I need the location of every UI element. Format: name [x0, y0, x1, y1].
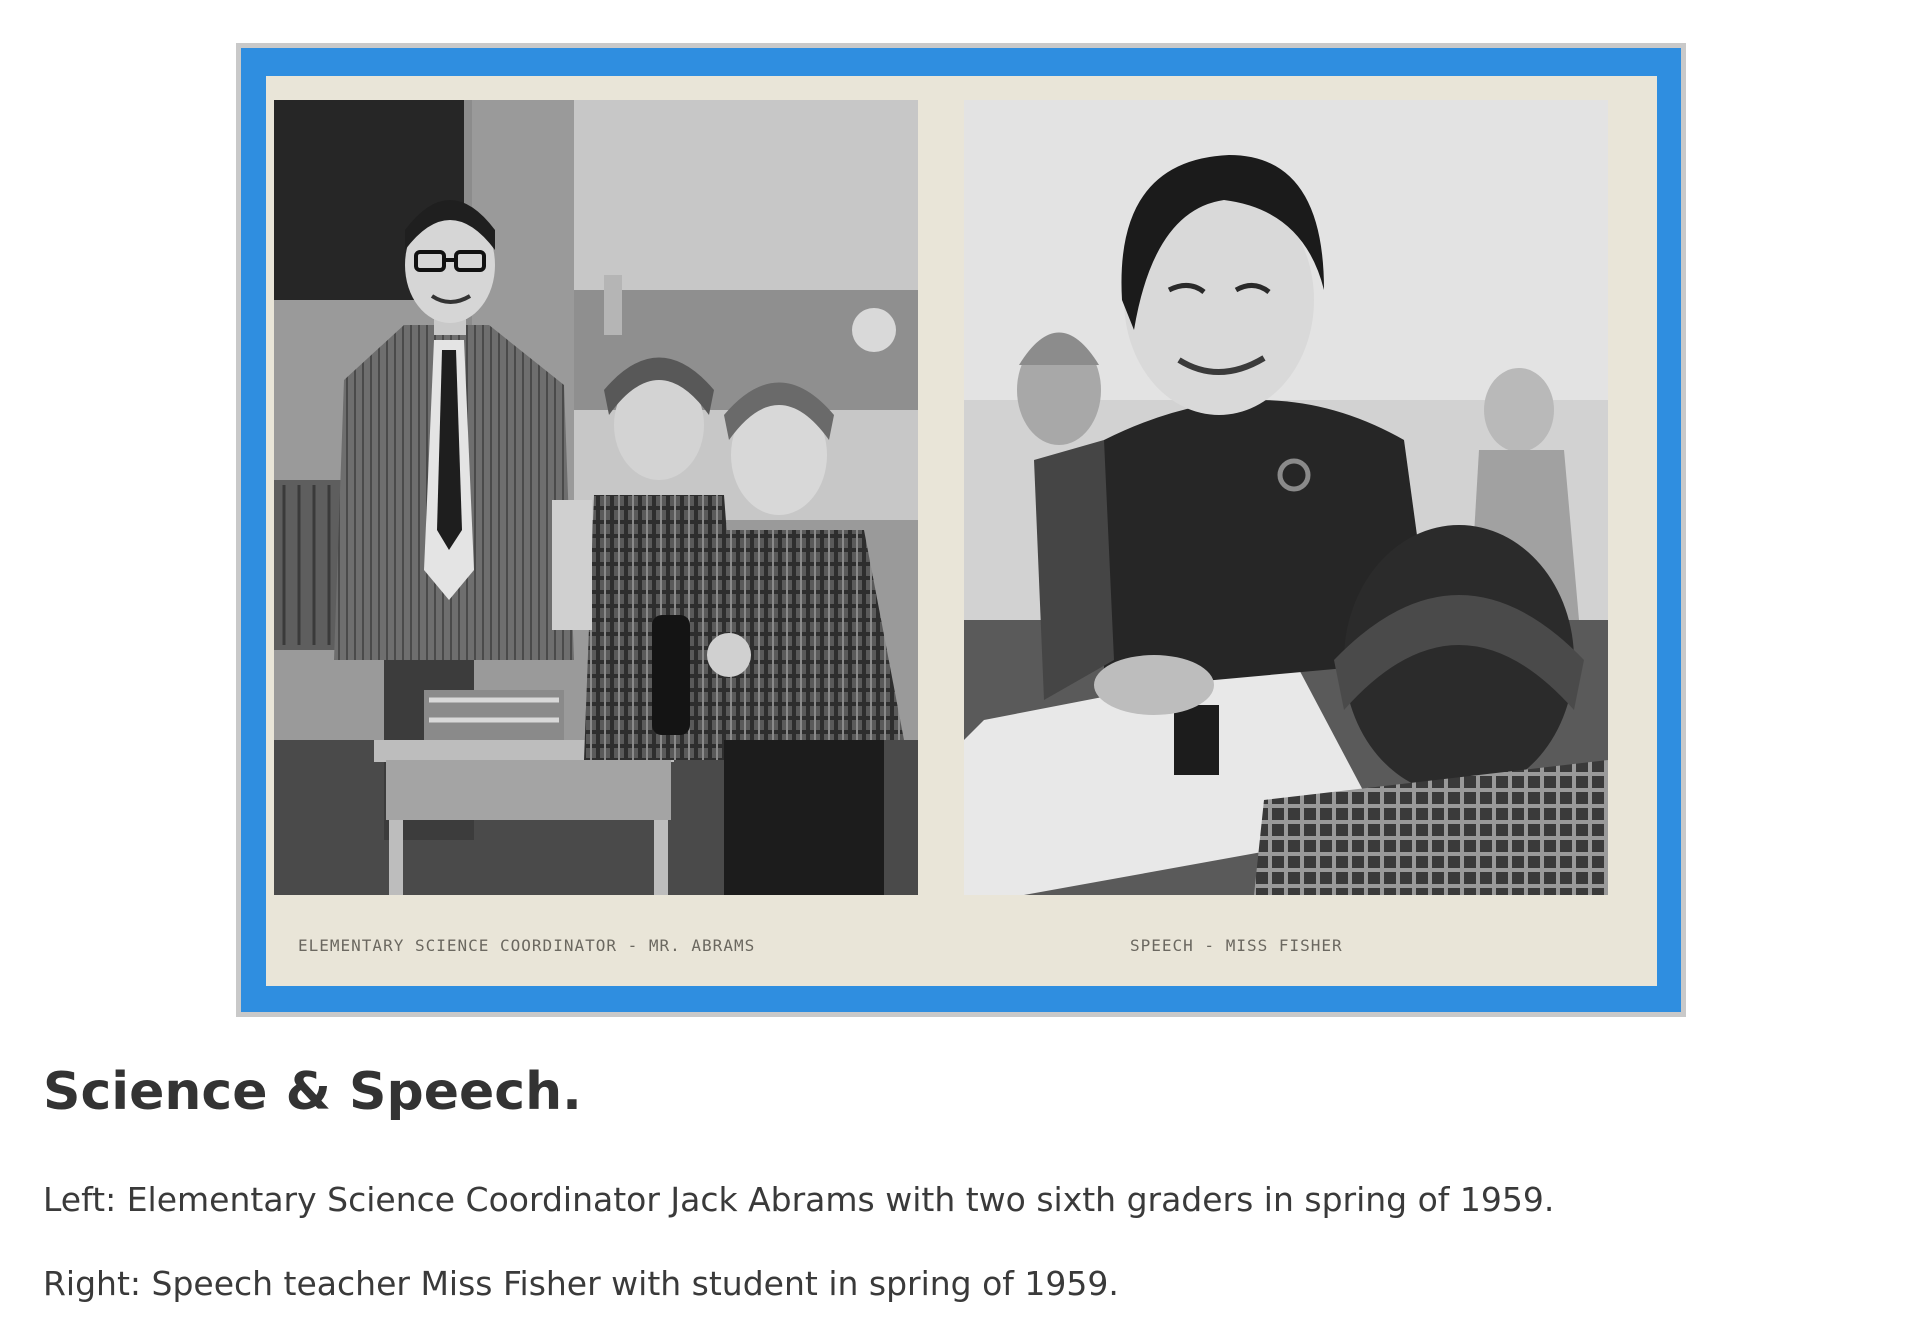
- speech-photo-caption: SPEECH - MISS FISHER: [1130, 936, 1343, 955]
- science-photo-caption: ELEMENTARY SCIENCE COORDINATOR - MR. ABRAMS: [298, 936, 756, 955]
- speech-photo: [964, 100, 1608, 895]
- yearbook-scan-frame: [236, 43, 1686, 1017]
- science-photo: [274, 100, 918, 895]
- yearbook-scan-paper: [266, 76, 1657, 986]
- right-photo-description: Right: Speech teacher Miss Fisher with student in spring of 1959.: [43, 1264, 1119, 1303]
- left-photo-description: Left: Elementary Science Coordinator Jack Abrams with two sixth graders in spring of 1959.: [43, 1180, 1555, 1219]
- page-title: Science & Speech.: [43, 1062, 582, 1122]
